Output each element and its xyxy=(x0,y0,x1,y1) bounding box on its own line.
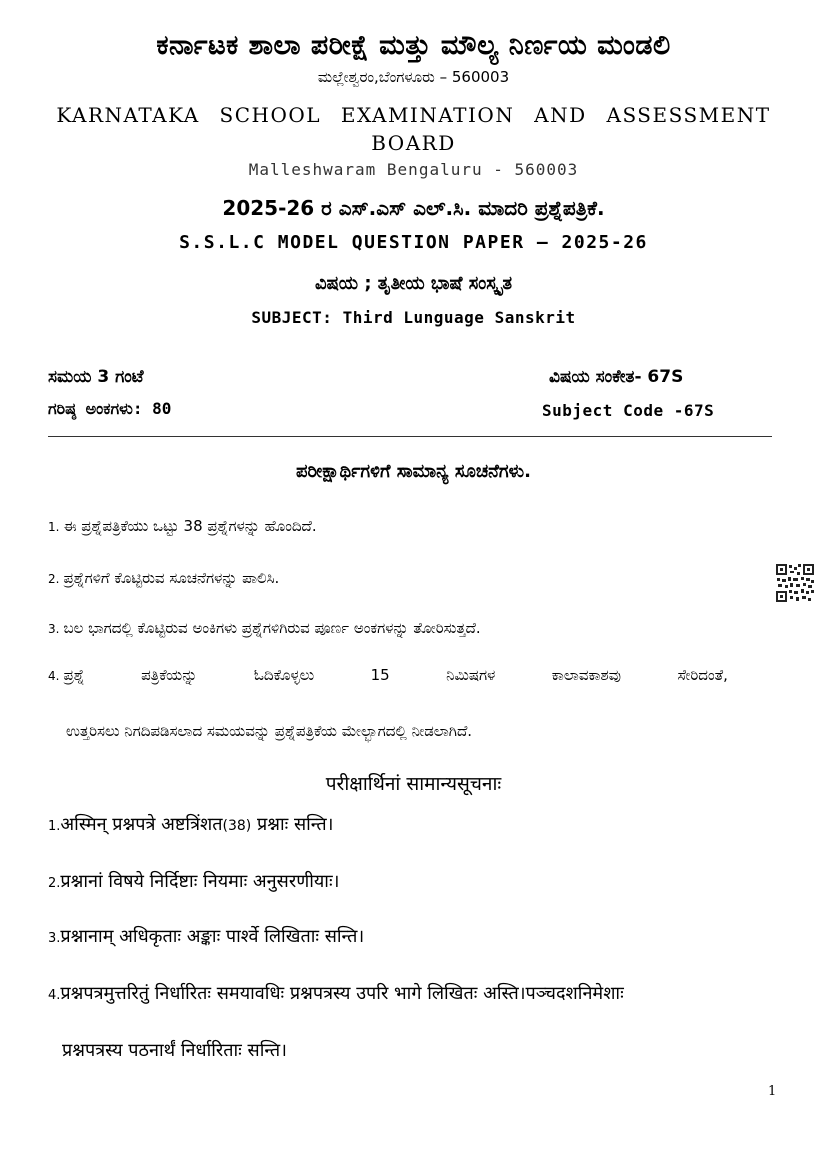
instruction-item-sanskrit xyxy=(48,924,364,948)
instruction-item-kannada xyxy=(48,619,481,637)
qr-code-icon xyxy=(775,563,815,603)
instruction-item-sanskrit xyxy=(48,812,333,836)
instruction-text: ಈ ಪ್ರಶ್ನೆಪತ್ರಿಕೆಯು ಒಟ್ಟು 38 ಪ್ರಶ್ನೆಗಳನ್ನು ಹೊಂದಿದೆ. xyxy=(63,517,317,535)
instruction-number: 1. xyxy=(48,819,61,834)
instruction-word: ಪತ್ರಿಕೆಯನ್ನು xyxy=(141,666,198,684)
header-divider xyxy=(48,436,772,437)
instruction-number: 3. xyxy=(48,622,60,636)
subject-english: SUBJECT: Third Lunguage Sanskrit xyxy=(251,308,576,327)
board-address-english: Malleshwaram Bengaluru - 560003 xyxy=(248,160,579,179)
instruction-first-word xyxy=(48,666,85,684)
instruction-word: 15 xyxy=(370,666,390,684)
instruction-item-kannada xyxy=(48,569,279,587)
instruction-text: ಪ್ರಶ್ನೆಗಳಿಗೆ ಕೊಟ್ಟಿರುವ ಸೂಚನೆಗಳನ್ನು ಪಾಲಿಸಿ. xyxy=(63,569,280,587)
instruction-item-sanskrit xyxy=(48,981,624,1005)
instruction-text: प्रश्नाः सन्ति। xyxy=(251,814,334,835)
instruction-text: प्रश्नानाम् अधिकृताः अङ्काः पार्श्वे लिखिताः सन्ति। xyxy=(60,926,365,947)
instruction-text: ಬಲ ಭಾಗದಲ್ಲಿ ಕೊಟ್ಟಿರುವ ಅಂಕಿಗಳು ಪ್ರಶ್ನೆಗಳಿಗಿರುವ ಪೂರ್ಣ ಅಂಕಗಳನ್ನು ತೋರಿಸುತ್ತದೆ. xyxy=(63,619,481,637)
instruction-text: अस्मिन् प्रश्नपत्रे अष्टत्रिंशत xyxy=(60,814,223,835)
paper-title-kannada: 2025-26 ರ ಎಸ್.ಎಸ್ ಎಲ್.ಸಿ. ಮಾದರಿ ಪ್ರಶ್ನೆಪತ್ರಿಕೆ. xyxy=(222,196,605,220)
instruction-number: 3. xyxy=(48,931,61,946)
instruction-item-kannada xyxy=(48,517,317,535)
max-marks: ಗರಿಷ್ಠ ಅಂಕಗಳು: 80 xyxy=(48,399,172,418)
instruction-continuation-sanskrit: प्रश्नपत्रस्य पठनार्थं निर्धारिताः सन्ति। xyxy=(62,1040,287,1061)
instruction-text: प्रश्नपत्रमुत्तरितुं निर्धारितः समयावधिः प्रश्नपत्रस्य उपरि भागे लिखितः अस्ति।पञ्चदशनिमेशाः xyxy=(60,983,624,1004)
instruction-continuation-kannada: ಉತ್ತರಿಸಲು ನಿಗದಿಪಡಿಸಲಾದ ಸಮಯವನ್ನು ಪ್ರಶ್ನೆಪತ್ರಿಕೆಯ ಮೇಲ್ಭಾಗದಲ್ಲಿ ನೀಡಲಾಗಿದೆ. xyxy=(66,722,473,740)
subject-kannada: ವಿಷಯ ; ತೃತೀಯ ಭಾಷೆ ಸಂಸ್ಕೃತ xyxy=(314,273,513,294)
time-duration: ಸಮಯ 3 ಗಂಟೆ xyxy=(48,367,144,387)
board-address-kannada: ಮಲ್ಲೇಶ್ವರಂ,ಬೆಂಗಳೂರು – 560003 xyxy=(317,68,510,86)
board-name-kannada: ಕರ್ನಾಟಕ ಶಾಲಾ ಪರೀಕ್ಷೆ ಮತ್ತು ಮೌಲ್ಯ ನಿರ್ಣಯ ಮಂಡಲಿ xyxy=(156,30,671,61)
instruction-word: ಓದಿಕೊಳ್ಳಲು xyxy=(253,666,315,684)
instruction-number: 2. xyxy=(48,876,61,891)
instruction-number: 1. xyxy=(48,520,60,534)
instruction-number: 4. xyxy=(48,988,61,1003)
instruction-item-kannada xyxy=(48,666,728,684)
instruction-word: ಕಾಲಾವಕಾಶವು xyxy=(551,666,621,684)
paper-title-english: S.S.L.C MODEL QUESTION PAPER – 2025-26 xyxy=(179,232,648,253)
instruction-count: (38) xyxy=(222,818,252,834)
instruction-word: ಸೇರಿದಂತೆ, xyxy=(677,666,728,684)
instruction-word: ಪ್ರಶ್ನೆ xyxy=(63,666,85,684)
instructions-title-kannada: ಪರೀಕ್ಷಾರ್ಥಿಗಳಿಗೆ ಸಾಮಾನ್ಯ ಸೂಚನೆಗಳು. xyxy=(296,461,531,482)
instruction-item-sanskrit xyxy=(48,869,339,893)
instruction-number: 4. xyxy=(48,669,60,683)
instruction-number: 2. xyxy=(48,572,60,586)
subject-code-kannada: ವಿಷಯ ಸಂಕೇತ- 67S xyxy=(549,367,684,387)
page-number: 1 xyxy=(768,1084,777,1099)
instructions-title-sanskrit: परीक्षार्थिनां सामान्यसूचनाः xyxy=(325,773,502,795)
board-name-english-line1: KARNATAKA SCHOOL EXAMINATION AND ASSESSMENT xyxy=(56,103,771,127)
subject-code-english: Subject Code -67S xyxy=(542,401,715,420)
instruction-word: ನಿಮಿಷಗಳ xyxy=(446,666,496,684)
instruction-text: प्रश्नानां विषये निर्दिष्टाः नियमाः अनुसरणीयाः। xyxy=(60,871,340,892)
board-name-english-line2: BOARD xyxy=(371,131,456,155)
